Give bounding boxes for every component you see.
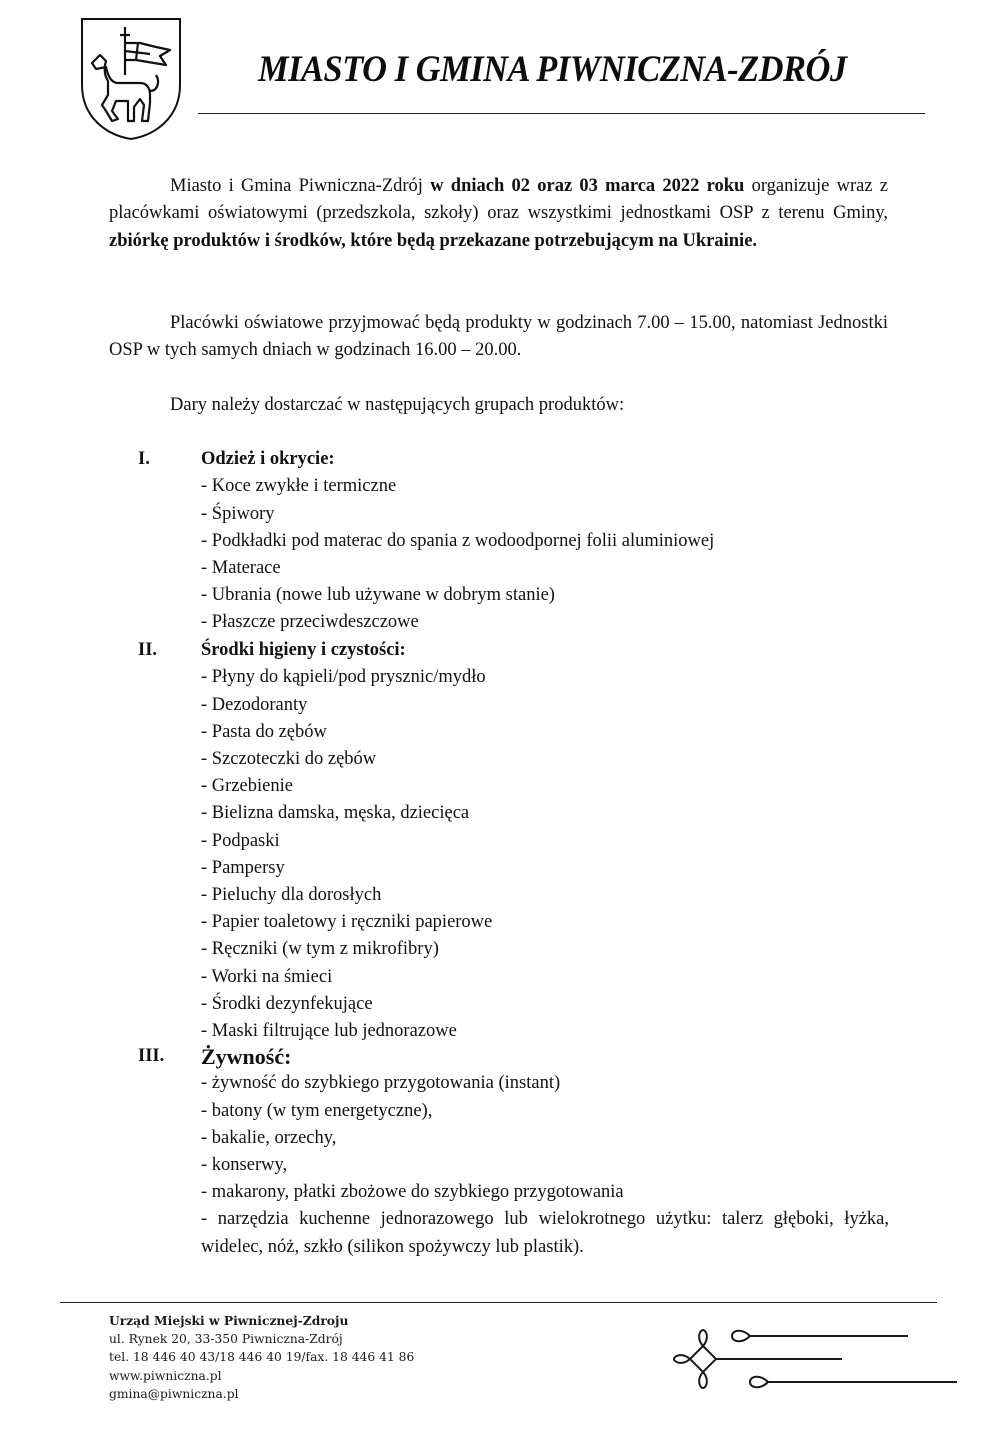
footer-divider [60, 1302, 937, 1303]
section-number: I. [138, 449, 150, 469]
section-hygiene [138, 637, 898, 1045]
list-item: - Środki dezynfekujące [201, 993, 373, 1014]
list-item: - Bielizna damska, męska, dziecięca [201, 803, 470, 824]
list-item: - Płyny do kąpieli/pod prysznic/mydło [201, 667, 486, 688]
list-item: - makarony, płatki zbożowe do szybkiego przygotowania [201, 1182, 624, 1203]
list-item: - Pieluchy dla dorosłych [201, 884, 382, 905]
intro-purpose: zbiórkę produktów i środków, które będą przekazane potrzebującym na Ukrainie. [109, 230, 758, 251]
footer-org-name: Urząd Miejski w Piwnicznej-Zdroju [109, 1313, 349, 1328]
list-item: - Pampersy [201, 857, 285, 878]
list-item: - batony (w tym energetyczne), [201, 1100, 433, 1121]
footer-website-link[interactable]: www.piwniczna.pl [109, 1368, 222, 1383]
list-item: - Maski filtrujące lub jednorazowe [201, 1020, 457, 1041]
list-item: - Materace [201, 557, 281, 578]
hours-paragraph [109, 310, 888, 365]
footer-phone: tel. 18 446 40 43/18 446 40 19/fax. 18 446 41 86 [109, 1350, 415, 1365]
list-item: - Szczoteczki do zębów [201, 748, 377, 769]
page-title: MIASTO I GMINA PIWNICZNA-ZDRÓJ [258, 49, 847, 90]
section-number: III. [138, 1046, 165, 1066]
header-divider [198, 113, 925, 114]
list-item: - narzędzia kuchenne jednorazowego lub wielokrotnego użytku: talerz głęboki, łyżka, widelec, nóż, szkło (silikon spożywczy lub plastik). [201, 1209, 889, 1257]
list-item: - konserwy, [201, 1154, 288, 1175]
section-title: Środki higieny i czystości: [201, 640, 406, 660]
footer-contact [109, 1312, 414, 1403]
list-item: - bakalie, orzechy, [201, 1127, 337, 1148]
section-clothing [138, 446, 898, 637]
footer-email-link[interactable]: gmina@piwniczna.pl [109, 1386, 239, 1401]
list-item: - Worki na śmieci [201, 966, 333, 987]
section-title: Żywność: [201, 1044, 292, 1069]
list-item: - Ubrania (nowe lub używane w dobrym stanie) [201, 585, 555, 606]
list-item: - Płaszcze przeciwdeszczowe [201, 612, 419, 633]
list-item: - Ręczniki (w tym z mikrofibry) [201, 939, 439, 960]
intro-dates: w dniach 02 oraz 03 marca 2022 roku [430, 176, 745, 196]
intro-text-2: organizuje wraz z placówkami oświatowymi (przedszkola, szkoły) oraz wszystkimi jednostkami OSP z terenu Gminy, [109, 176, 888, 224]
list-item: - Pasta do zębów [201, 721, 327, 742]
coat-of-arms-icon [78, 15, 184, 141]
groups-intro-text: Dary należy dostarczać w następujących grupach produktów: [170, 395, 625, 415]
list-item: - Podpaski [201, 830, 280, 851]
list-item: - Śpiwory [201, 503, 275, 524]
list-item: - Grzebienie [201, 776, 293, 797]
list-item: - Papier toaletowy i ręczniki papierowe [201, 912, 493, 933]
decorative-ornament-icon [670, 1324, 970, 1394]
section-food [138, 1043, 898, 1261]
list-item: - Podkładki pod materac do spania z wodoodpornej folii aluminiowej [201, 530, 715, 551]
list-item: - Koce zwykłe i termiczne [201, 476, 397, 497]
groups-intro-paragraph [109, 392, 888, 419]
intro-text: Miasto i Gmina Piwniczna-Zdrój [170, 176, 431, 196]
section-title: Odzież i okrycie: [201, 449, 335, 469]
list-item: - żywność do szybkiego przygotowania (instant) [201, 1073, 561, 1094]
section-number: II. [138, 640, 158, 660]
list-item: - Dezodoranty [201, 694, 308, 715]
intro-paragraph [109, 173, 888, 255]
hours-text: Placówki oświatowe przyjmować będą produkty w godzinach 7.00 – 15.00, natomiast Jednostki OSP w tych samych dniach w godzinach 16.00 – 20.00. [109, 313, 888, 361]
footer-address: ul. Rynek 20, 33-350 Piwniczna-Zdrój [109, 1332, 343, 1347]
